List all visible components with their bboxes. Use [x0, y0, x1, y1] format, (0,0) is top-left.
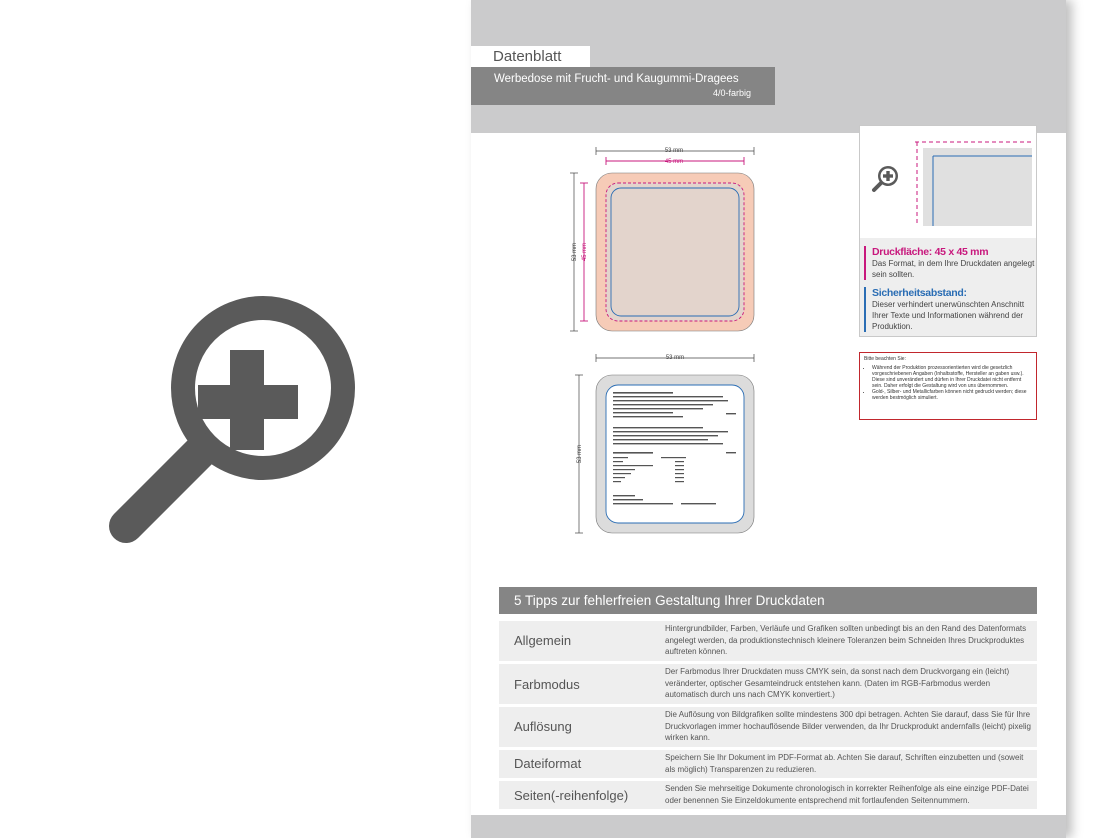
note-title: Bitte beachten Sie: [864, 356, 906, 362]
tip-text: Die Auflösung von Bildgrafiken sollte mindestens 300 dpi betragen. Achten Sie darauf, dass Sie für Ihre Druckvorlagen immer hochauflösende Bilder verwenden, da Ihr Druckprodukt andernfalls (leicht) pixelig wirken kann. [665, 710, 1031, 742]
tip-row-dateiformat [499, 750, 1037, 778]
tip-row-farbmodus [499, 664, 1037, 704]
tip-row-seiten [499, 781, 1037, 809]
lid-bottom-diagram [571, 350, 761, 540]
legend-corner-sample [915, 140, 1032, 226]
safety-desc: Dieser verhindert unerwünschten Anschnitt Ihrer Texte und Informationen während der Produktion. [872, 300, 1025, 331]
legend-preview [860, 126, 1036, 238]
print-area-desc: Das Format, in dem Ihre Druckdaten angelegt sein sollten. [872, 259, 1035, 279]
tip-label: Farbmodus [514, 677, 580, 692]
tip-label: Auflösung [514, 719, 572, 734]
tip-text: Senden Sie mehrseitige Dokumente chronologisch in korrekter Reihenfolge als eine einzige PDF-Datei oder benennen Sie Einzeldokumente entsprechend mit fortlaufenden Seitennummern. [665, 784, 1029, 805]
tip-text: Der Farbmodus Ihrer Druckdaten muss CMYK sein, da sonst nach dem Druckvorgang ein (leicht) veränderter, optischer Gesamteindruck entstehen kann. (Daten im RGB-Farbmodus werden automatisch durch uns nach CMYK konvertiert.) [665, 667, 1010, 699]
tip-text: Speichern Sie Ihr Dokument im PDF-Format ab. Achten Sie darauf, Schriften einzubetten und (soweit als möglich) Transparenzen zu reduzieren. [665, 753, 1024, 774]
lid-height-inner: 45 mm [582, 242, 588, 262]
ingredients-label-area [606, 385, 744, 523]
magnifier-plus-icon[interactable] [870, 163, 902, 195]
note-box [859, 352, 1037, 420]
datasheet-page [471, 0, 1066, 838]
tip-label: Allgemein [514, 633, 572, 648]
tip-row-aufloesung [499, 707, 1037, 747]
lid-width-outer: 53 mm [664, 148, 684, 154]
print-area-title: Druckfläche: 45 x 45 mm [872, 246, 989, 258]
tip-text: Hintergrundbilder, Farben, Verläufe und Grafiken sollten unbedingt bis an den Rand des Datenformats angelegt werden, da produktionstechnisch kleinere Toleranzen beim Schneiden Ihres Druckproduktes auftreten können. [665, 624, 1027, 656]
lid-width-inner: 45 mm [664, 159, 684, 165]
note-item: • Während der Produktion prozessorientierten wird die gesetzlich vorgeschriebenen Angaben (Inhaltsstoffe, Hersteller an gaben usw.). Diese sind unverändert und dürfen in Ihrer Druckdatei nicht entfernt sein. Daher erfolgt die Gestaltung wird von uns übernommen. [872, 365, 1032, 389]
footer-band [471, 815, 1066, 838]
bottom-height: 53 mm [577, 444, 583, 464]
lid-top-diagram [566, 143, 766, 338]
zoom-plus-icon[interactable] [100, 288, 360, 550]
tips-title: 5 Tipps zur fehlerfreien Gestaltung Ihrer Druckdaten [499, 587, 1037, 614]
print-area-legend [864, 246, 1040, 280]
tip-label: Dateiformat [514, 756, 582, 771]
tip-label: Seiten(-reihenfolge) [514, 788, 629, 803]
page-title: Datenblatt [471, 46, 590, 67]
safety-title: Sicherheitsabstand: [872, 287, 967, 299]
product-bar [471, 67, 775, 105]
color-mode: 4/0-farbig [712, 88, 751, 98]
tip-row-allgemein [499, 621, 1037, 661]
print-area [606, 183, 744, 321]
bottom-width: 53 mm [665, 355, 685, 361]
lid-height-outer: 53 mm [572, 242, 578, 262]
safety-legend [864, 287, 1040, 332]
note-item: • Gold-, Silber- und Metallicfarben können nicht gedruckt werden; diese werden bestmöglich simuliert. [872, 389, 1032, 401]
legend-box [859, 125, 1037, 337]
product-name: Werbedose mit Frucht- und Kaugummi-Dragees [494, 73, 739, 85]
